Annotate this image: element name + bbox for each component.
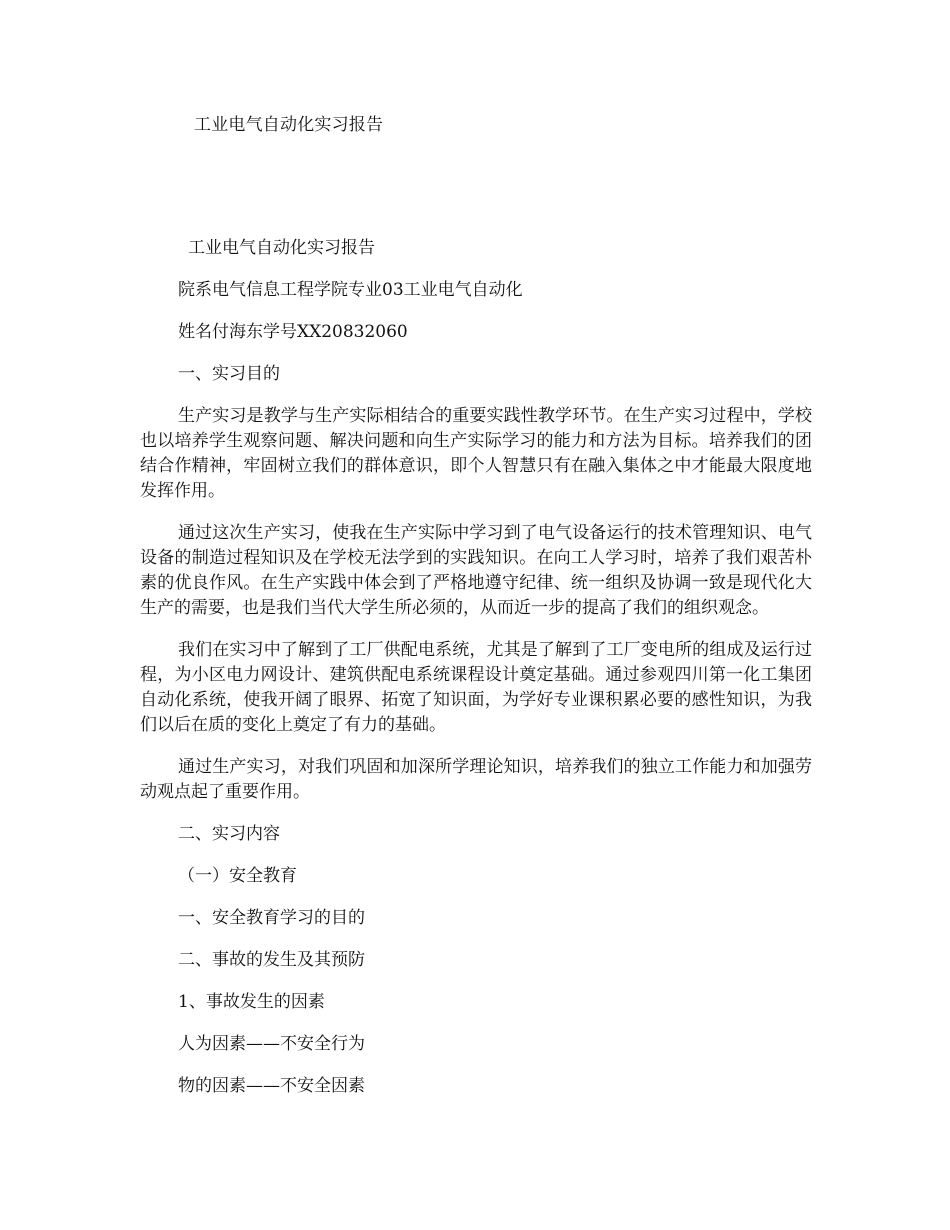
list-item: 人为因素——不安全行为 xyxy=(178,1034,365,1054)
document-top-title: 工业电气自动化实习报告 xyxy=(194,115,384,135)
subsection1-heading: （一）安全教育 xyxy=(178,866,297,886)
list-item: 二、事故的发生及其预防 xyxy=(178,950,365,970)
section2-heading: 二、实习内容 xyxy=(178,824,280,844)
document-body xyxy=(140,236,812,1116)
document-title: 工业电气自动化实习报告 xyxy=(188,238,375,258)
paragraph-2: 通过这次生产实习，使我在生产实际中学习到了电气设备运行的技术管理知识、电气设备的制造过程知识及在学校无法学到的实践知识。在向工人学习时，培养了我们艰苦朴素的优良作风。在生产实践中体会到了严格地遵守纪律、统一组织及协调一致是现代化大生产的需要，也是我们当代大学生所必须的，从而近一步的提高了我们的组织观念。 xyxy=(140,523,812,618)
section1-heading: 一、实习目的 xyxy=(178,364,280,384)
paragraph-1: 生产实习是教学与生产实际相结合的重要实践性教学环节。在生产实习过程中，学校也以培养学生观察问题、解决问题和向生产实际学习的能力和方法为目标。培养我们的团结合作精神，牢固树立我们的群体意识，即个人智慧只有在融入集体之中才能最大限度地发挥作用。 xyxy=(140,406,812,501)
paragraph-3: 我们在实习中了解到了工厂供配电系统，尤其是了解到了工厂变电所的组成及运行过程，为小区电力网设计、建筑供配电系统课程设计奠定基础。通过参观四川第一化工集团自动化系统，使我开阔了眼界、拓宽了知识面，为学好专业课积累必要的感性知识，为我们以后在质的变化上奠定了有力的基础。 xyxy=(140,640,812,735)
list-item: 物的因素——不安全因素 xyxy=(178,1076,365,1096)
paragraph-4: 通过生产实习，对我们巩固和加深所学理论知识，培养我们的独立工作能力和加强劳动观点起了重要作用。 xyxy=(140,757,812,802)
list-item: 1、事故发生的因素 xyxy=(178,992,325,1012)
list-item: 一、安全教育学习的目的 xyxy=(178,908,365,928)
name-line: 姓名付海东学号XX20832060 xyxy=(178,322,408,342)
department-line: 院系电气信息工程学院专业03工业电气自动化 xyxy=(178,280,523,300)
